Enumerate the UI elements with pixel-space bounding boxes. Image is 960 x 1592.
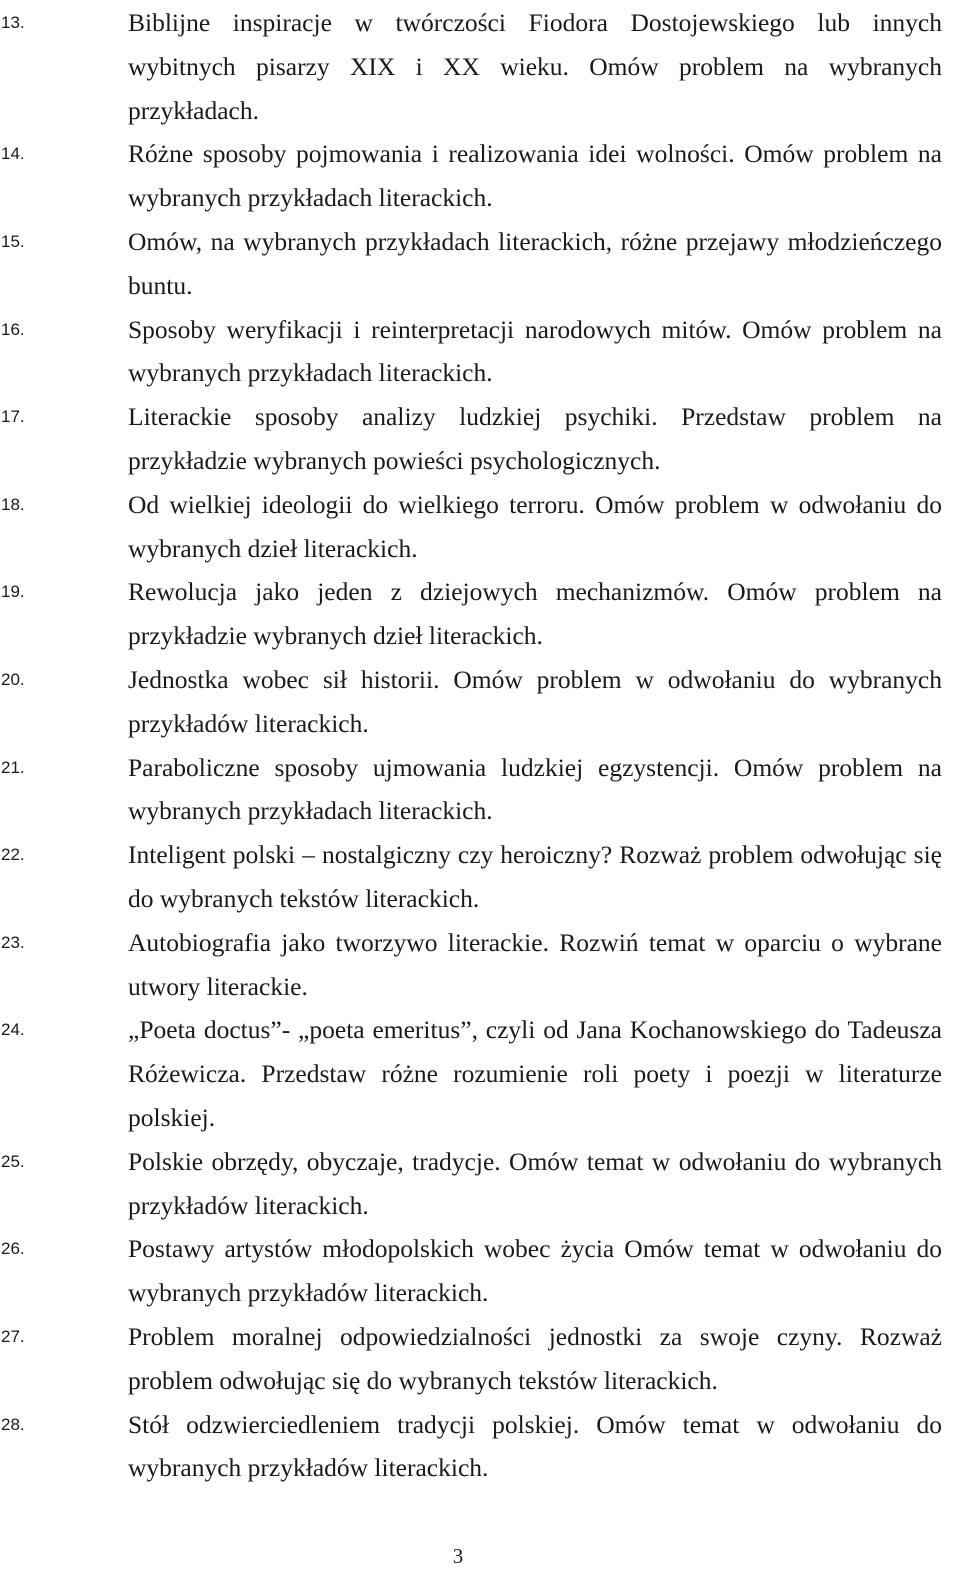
item-number: 16. — [1, 319, 25, 339]
item-number: 28. — [1, 1414, 25, 1434]
list-item — [0, 1140, 960, 1228]
item-text: Stół odzwierciedleniem tradycji polskiej. Omów temat w odwołaniu do wybranych przykładów literackich. — [128, 1409, 942, 1483]
item-number: 26. — [1, 1239, 25, 1259]
list-item — [0, 308, 960, 396]
item-text: Rewolucja jako jeden z dziejowych mechanizmów. Omów problem na przykładzie wybranych dzieł literackich. — [128, 577, 942, 651]
item-text: „Poeta doctus”- „poeta emeritus”, czyli od Jana Kochanowskiego do Tadeusza Różewicza. Przedstaw różne rozumienie roli poety i poezji w literaturze polskiej. — [128, 1015, 942, 1132]
item-number: 19. — [1, 582, 25, 602]
item-number: 24. — [1, 1020, 25, 1040]
list-item — [0, 1403, 960, 1491]
list-item — [0, 220, 960, 308]
list-item — [0, 483, 960, 571]
item-number: 21. — [1, 757, 25, 777]
item-text: Różne sposoby pojmowania i realizowania idei wolności. Omów problem na wybranych przykładach literackich. — [128, 139, 942, 213]
list-item — [0, 570, 960, 658]
list-item — [0, 132, 960, 220]
item-text: Sposoby weryfikacji i reinterpretacji narodowych mitów. Omów problem na wybranych przykładach literackich. — [128, 314, 942, 388]
list-item — [0, 658, 960, 746]
item-text: Autobiografia jako tworzywo literackie. Rozwiń temat w oparciu o wybrane utwory literackie. — [128, 927, 942, 1001]
item-text: Inteligent polski – nostalgiczny czy heroiczny? Rozważ problem odwołując się do wybranych tekstów literackich. — [128, 840, 942, 913]
page-number: 3 — [452, 1544, 464, 1568]
list-item — [0, 1227, 960, 1315]
item-number: 22. — [1, 845, 25, 865]
item-number: 15. — [1, 231, 25, 251]
item-text: Literackie sposoby analizy ludzkiej psychiki. Przedstaw problem na przykładzie wybranych powieści psychologicznych. — [128, 402, 942, 475]
item-number: 14. — [1, 144, 25, 164]
item-number: 13. — [1, 13, 25, 32]
list-item — [0, 1315, 960, 1403]
list-item — [0, 921, 960, 1009]
list-item — [0, 395, 960, 483]
item-text: Jednostka wobec sił historii. Omów problem w odwołaniu do wybranych przykładów literackich. — [128, 664, 942, 738]
item-text: Postawy artystów młodopolskich wobec życia Omów temat w odwołaniu do wybranych przykładów literackich. — [128, 1234, 942, 1308]
item-text: Paraboliczne sposoby ujmowania ludzkiej egzystencji. Omów problem na wybranych przykładach literackich. — [128, 752, 942, 826]
item-text: Od wielkiej ideologii do wielkiego terroru. Omów problem w odwołaniu do wybranych dzieł literackich. — [128, 489, 942, 563]
item-number: 27. — [1, 1326, 25, 1346]
item-number: 18. — [1, 494, 25, 514]
item-text: Polskie obrzędy, obyczaje, tradycje. Omów temat w odwołaniu do wybranych przykładów literackich. — [128, 1146, 942, 1220]
item-text: Problem moralnej odpowiedzialności jednostki za swoje czyny. Rozważ problem odwołując się do wybranych tekstów literackich. — [128, 1321, 942, 1395]
list-item — [0, 1008, 960, 1139]
item-text: Omów, na wybranych przykładach literackich, różne przejawy młodzieńczego buntu. — [128, 226, 942, 300]
item-number: 25. — [1, 1151, 25, 1171]
list-item — [0, 1, 960, 132]
item-number: 23. — [1, 932, 25, 952]
item-text: Biblijne inspiracje w twórczości Fiodora Dostojewskiego lub innych wybitnych pisarzy XIX i XX wieku. Omów problem na wybranych przykładach. — [128, 8, 942, 125]
list-item — [0, 746, 960, 834]
item-number: 20. — [1, 669, 25, 689]
item-number: 17. — [1, 407, 25, 427]
list-item — [0, 833, 960, 921]
